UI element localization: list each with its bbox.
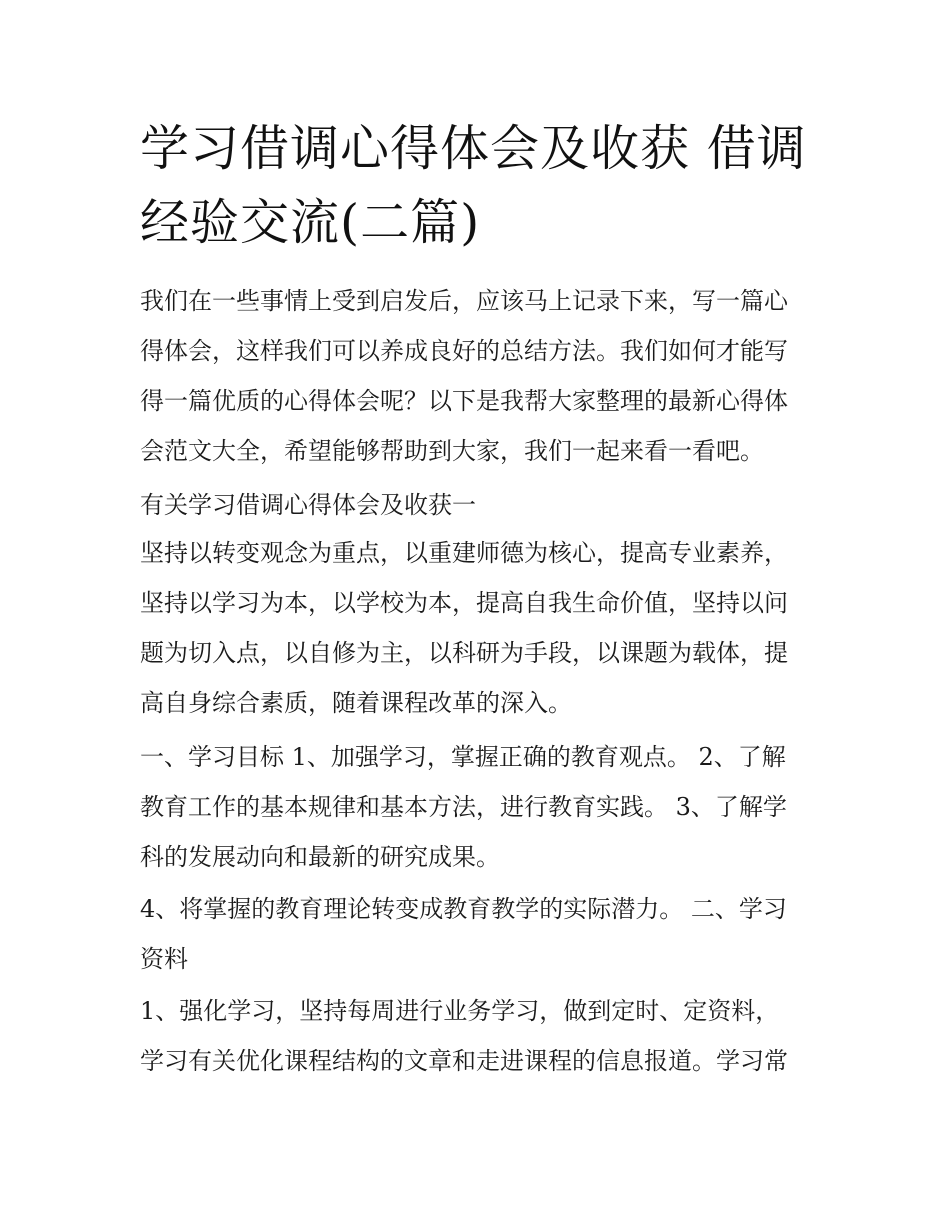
paragraph-2-line-1: 一、学习目标 1、加强学习，掌握正确的教育观点。 2、了解 — [140, 743, 786, 771]
section-heading — [140, 480, 830, 530]
paragraph-1-line-3: 题为切入点，以自修为主，以科研为手段，以课题为载体，提 — [140, 639, 788, 667]
paragraph-1 — [140, 528, 830, 728]
intro-paragraph — [140, 276, 830, 476]
paragraph-2-line-2: 教育工作的基本规律和基本方法，进行教育实践。 3、了解学 — [140, 793, 787, 821]
intro-line-1: 我们在一些事情上受到启发后，应该马上记录下来，写一篇心 — [140, 287, 788, 315]
intro-line-4: 会范文大全，希望能够帮助到大家，我们一起来看一看吧。 — [140, 437, 764, 465]
paragraph-4 — [140, 986, 830, 1086]
paragraph-4-line-2: 学习有关优化课程结构的文章和走进课程的信息报道。学习常 — [140, 1047, 788, 1075]
title-line-2: 经验交流(二篇) — [140, 194, 481, 251]
paragraph-2 — [140, 732, 830, 882]
intro-line-2: 得体会，这样我们可以养成良好的总结方法。我们如何才能写 — [140, 337, 788, 365]
paragraph-3 — [140, 884, 830, 984]
paragraph-3-line-1: 4、将掌握的教育理论转变成教育教学的实际潜力。 二、学习 — [140, 895, 787, 923]
intro-line-3: 得一篇优质的心得体会呢？以下是我帮大家整理的最新心得体 — [140, 387, 788, 415]
section-heading-text: 有关学习借调心得体会及收获一 — [140, 491, 476, 519]
paragraph-3-line-2: 资料 — [140, 945, 188, 973]
document-title — [140, 112, 840, 260]
paragraph-4-line-1: 1、强化学习，坚持每周进行业务学习，做到定时、定资料， — [140, 997, 780, 1025]
title-line-1: 学习借调心得体会及收获 借调 — [140, 120, 807, 177]
paragraph-1-line-4: 高自身综合素质，随着课程改革的深入。 — [140, 689, 572, 717]
paragraph-2-line-3: 科的发展动向和最新的研究成果。 — [140, 843, 500, 871]
paragraph-1-line-1: 坚持以转变观念为重点，以重建师德为核心，提高专业素养， — [140, 539, 788, 567]
paragraph-1-line-2: 坚持以学习为本，以学校为本，提高自我生命价值，坚持以问 — [140, 589, 788, 617]
